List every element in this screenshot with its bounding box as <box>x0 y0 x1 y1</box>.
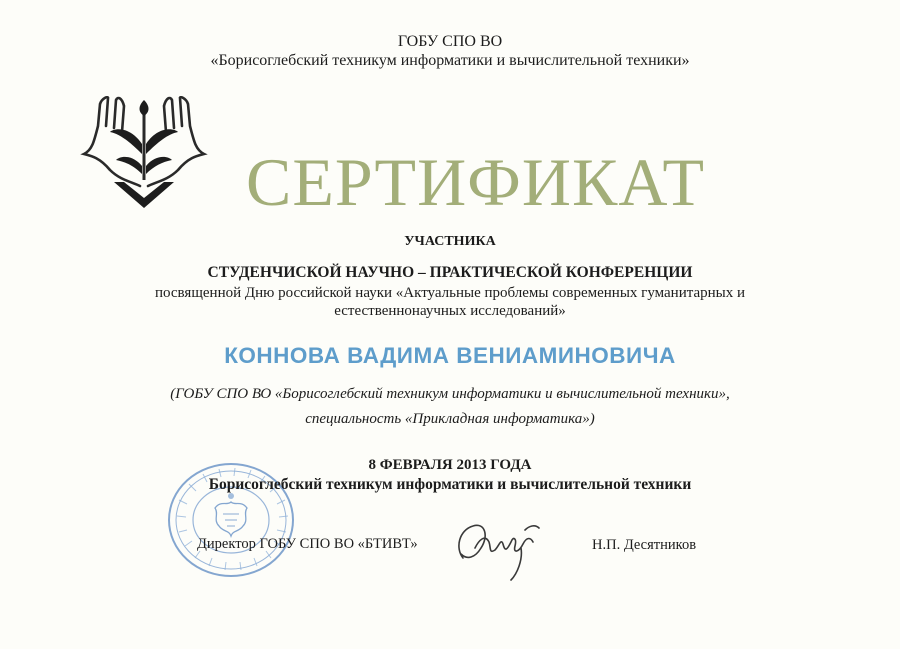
hands-with-plant-logo-icon <box>80 96 208 210</box>
conference-dedication-line2: естественнонаучных исследований» <box>334 303 566 319</box>
certificate-title: СЕРТИФИКАТ <box>246 144 706 220</box>
signer-name: Н.П. Десятников <box>592 537 697 553</box>
recipient-affiliation-line2: специальность «Прикладная информатика») <box>305 411 595 427</box>
organization-full-name: «Борисоглебский техникум информатики и вычислительной техники» <box>210 52 690 69</box>
event-date: 8 ФЕВРАЛЯ 2013 ГОДА <box>368 457 532 473</box>
handwritten-signature-icon <box>445 508 555 588</box>
participant-label: УЧАСТНИКА <box>404 234 496 249</box>
organization-short-name: ГОБУ СПО ВО <box>397 33 503 50</box>
conference-dedication-line1: посвященной Дню российской науки «Актуальные проблемы современных гуманитарных и <box>154 285 746 301</box>
conference-title: СТУДЕНЧИСКОЙ НАУЧНО – ПРАКТИЧЕСКОЙ КОНФЕРЕНЦИИ <box>207 264 693 281</box>
recipient-affiliation-line1: (ГОБУ СПО ВО «Борисоглебский техникум информатики и вычислительной техники», <box>170 386 730 402</box>
recipient-name: КОННОВА ВАДИМА ВЕНИАМИНОВИЧА <box>224 343 676 368</box>
host-college-name: Борисоглебский техникум информатики и вычислительной техники <box>208 476 692 493</box>
director-title: Директор ГОБУ СПО ВО «БТИВТ» <box>197 536 418 552</box>
